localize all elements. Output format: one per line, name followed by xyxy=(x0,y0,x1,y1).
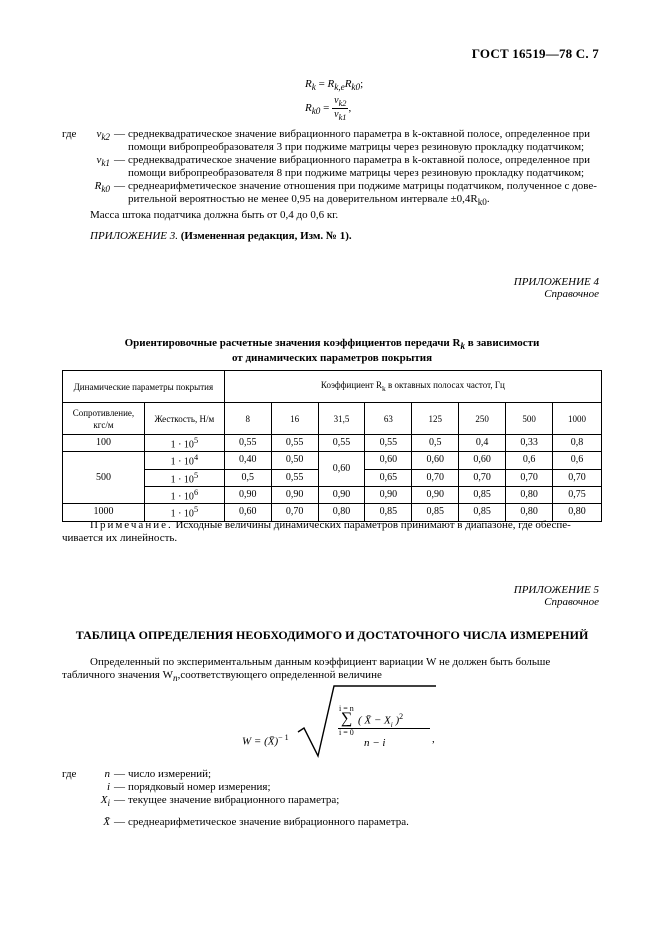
cell-value: 0,70 xyxy=(412,469,459,486)
definition-rk0: $R_{k0}$ — среднеарифметическое значение отношения при поджиме матрицы податчиком, полученное с дове- рительной вероятностью не менее 0,95 на доверительном интервале $\pm 0,4R_{k0}$. xyxy=(94,180,597,208)
cell-resistance: 1000 xyxy=(63,504,145,521)
paragraph-variation: Определенный по экспериментальным данным коэффициент вариации W не должен быть больше табличного значения $W_n,соответствующего$ определенной величине xyxy=(62,656,551,684)
cell-stiffness: $1 \cdot 10^5$ xyxy=(144,469,224,486)
sum-upper-limit: i = n xyxy=(339,704,354,713)
sigma-symbol: ∑ xyxy=(341,710,353,727)
sum-term: ( X̄ − $X_i$ )$^2$ xyxy=(358,712,404,729)
cell-value: 0,33 xyxy=(506,435,553,452)
cell-value: 0,80 xyxy=(506,486,553,503)
formula-rk0: $R_{k0}$ = $\frac{v_{k2}}{v_{k1}}$ , xyxy=(305,95,352,122)
cell-value: 0,90 xyxy=(412,486,459,503)
cell-value: 0,5 xyxy=(412,435,459,452)
legend-block xyxy=(62,768,602,829)
table-row xyxy=(63,435,602,452)
fraction-denominator: n − i xyxy=(364,737,386,749)
legend-row: $X_i$ — текущее значение вибрационного параметра; xyxy=(100,794,340,809)
table-title: Ориентировочные расчетные значения коэффициентов передачи $R_k$ в зависимости от динамических параметров покрытия xyxy=(124,337,540,365)
cell-value: 0,70 xyxy=(271,504,318,521)
definition-vk2: где $v_{k2}$ — среднеквадратическое значение вибрационного параметра в k-октавной полосе, определенное при помощи вибропреобразователя 3 при поджиме матрицы через резиновую прокладку податчиком; xyxy=(62,128,590,153)
cell-value: 0,85 xyxy=(412,504,459,521)
cell-value: 0,70 xyxy=(459,469,506,486)
legend-row: i — порядковый номер измерения; xyxy=(106,781,271,793)
cell-value: 0,80 xyxy=(318,504,365,521)
cell-value: 0,55 xyxy=(271,435,318,452)
table-note: Примечание. Исходные величины динамических параметров принимают в диапазоне, где обеспе- чивается их линейность. xyxy=(62,519,571,544)
definitions-block xyxy=(62,128,602,222)
header-coefficient: Коэффициент $R_k$ в октавных полосах частот, Гц xyxy=(224,371,601,403)
header-freq: 16 xyxy=(271,403,318,435)
mass-line: Масса штока податчика должна быть от 0,4 до 0,6 кг. xyxy=(90,209,339,222)
cell-value: 0,55 xyxy=(224,435,271,452)
section-heading: ТАБЛИЦА ОПРЕДЕЛЕНИЯ НЕОБХОДИМОГО И ДОСТАТОЧНОГО ЧИСЛА ИЗМЕРЕНИЙ xyxy=(75,628,589,642)
cell-resistance: 500 xyxy=(63,452,145,504)
cell-value: 0,85 xyxy=(365,504,412,521)
header-stiffness: Жесткость, Н/м xyxy=(144,403,224,435)
formula-rk: $R_k = R_{k,e}R_{k0}$; xyxy=(305,78,364,93)
cell-value: 0,50 xyxy=(271,452,318,469)
cell-value: 0,8 xyxy=(553,435,602,452)
cell-value: 0,60 xyxy=(459,452,506,469)
cell-value: 0,60 xyxy=(224,504,271,521)
cell-value: 0,80 xyxy=(553,504,602,521)
legend-row: где n — число измерений; xyxy=(62,768,212,780)
header-freq: 63 xyxy=(365,403,412,435)
cell-value: 0,85 xyxy=(459,504,506,521)
cell-stiffness: $1 \cdot 10^6$ xyxy=(144,486,224,503)
header-freq: 125 xyxy=(412,403,459,435)
cell-value: 0,40 xyxy=(224,452,271,469)
cell-value: 0,60 xyxy=(412,452,459,469)
definition-vk1: $v_{k1}$ — среднеквадратическое значение вибрационного параметра в k-октавной полосе, определенное при помощи вибропреобразователя 8 при поджиме матрицы через резиновую прокладку податчиком; xyxy=(96,154,590,179)
header-freq: 31,5 xyxy=(318,403,365,435)
cell-value: 0,55 xyxy=(318,435,365,452)
cell-value: 0,75 xyxy=(553,486,602,503)
table-row xyxy=(63,452,602,469)
w-formula-lhs: W = (X̄)$^{- 1}$ xyxy=(242,733,289,748)
cell-value: 0,55 xyxy=(365,435,412,452)
cell-resistance: 100 xyxy=(63,435,145,452)
appendix3-note: ПРИЛОЖЕНИЕ 3. (Измененная редакция, Изм. № 1). xyxy=(90,230,352,242)
header-resistance: Сопротивление, кгс/м xyxy=(63,403,145,435)
cell-value-merged: 0,60 xyxy=(318,452,365,487)
fraction: $\frac{v_{k2}}{v_{k1}}$ xyxy=(334,95,347,122)
cell-value: 0,55 xyxy=(271,469,318,486)
cell-stiffness: $1 \cdot 10^5$ xyxy=(144,435,224,452)
header-freq: 1000 xyxy=(553,403,602,435)
appendix5-label: ПРИЛОЖЕНИЕ 5 Справочное xyxy=(513,584,599,608)
coefficients-table xyxy=(62,370,602,522)
cell-value: 0,70 xyxy=(553,469,602,486)
cell-value: 0,90 xyxy=(271,486,318,503)
header-dynamic-params: Динамические параметры покрытия xyxy=(63,371,225,403)
page-header: ГОСТ 16519—78 С. 7 xyxy=(471,46,599,61)
cell-value: 0,90 xyxy=(318,486,365,503)
cell-value: 0,6 xyxy=(506,452,553,469)
cell-value: 0,85 xyxy=(459,486,506,503)
cell-value: 0,60 xyxy=(365,452,412,469)
fraction-bar xyxy=(338,728,430,729)
cell-value: 0,4 xyxy=(459,435,506,452)
cell-stiffness: $1 \cdot 10^4$ xyxy=(144,452,224,469)
cell-value: 0,80 xyxy=(506,504,553,521)
header-freq: 500 xyxy=(506,403,553,435)
cell-value: 0,5 xyxy=(224,469,271,486)
sum-lower-limit: i = 0 xyxy=(339,728,354,737)
cell-value: 0,6 xyxy=(553,452,602,469)
cell-value: 0,90 xyxy=(365,486,412,503)
cell-value: 0,90 xyxy=(224,486,271,503)
cell-stiffness: $1 \cdot 10^5$ xyxy=(144,504,224,521)
legend-row: X̄ — среднеарифметическое значение вибрационного параметра. xyxy=(103,816,409,829)
cell-value: 0,70 xyxy=(506,469,553,486)
header-freq: 8 xyxy=(224,403,271,435)
cell-value: 0,65 xyxy=(365,469,412,486)
header-freq: 250 xyxy=(459,403,506,435)
formula-comma: , xyxy=(432,733,435,745)
appendix4-label: ПРИЛОЖЕНИЕ 4 Справочное xyxy=(513,276,599,300)
